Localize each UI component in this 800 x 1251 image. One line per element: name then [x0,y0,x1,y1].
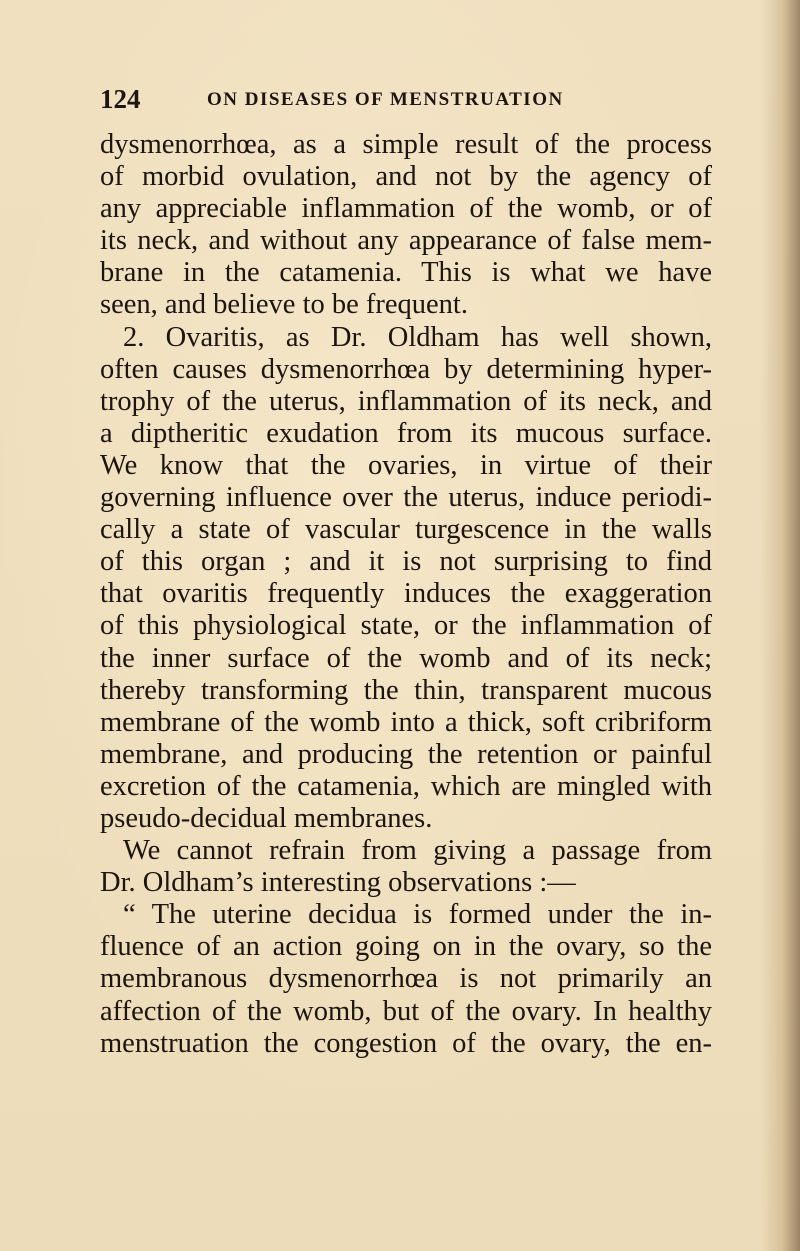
text-line: 2. Ovaritis, as Dr. Oldham has well shown, [123,321,712,353]
text-line: that ovaritis frequently induces the exaggeration [100,578,712,610]
text-line: pseudo-decidual membranes. [100,802,433,834]
text-line: any appreciable inflammation of the womb, or of [100,193,712,225]
text-line: the inner surface of the womb and of its neck; [100,642,712,674]
text-line: membrane, and producing the retention or painful [100,738,712,770]
text-line: excretion of the catamenia, which are mingled with [100,770,712,802]
text-line: of this organ ; and it is not surprising to find [100,546,712,578]
text-line: thereby transforming the thin, transparent mucous [100,674,712,706]
text-line: We cannot refrain from giving a passage from [123,835,712,867]
text-line: menstruation the congestion of the ovary, the en- [100,1027,712,1059]
body-text [100,129,712,1060]
text-line: of this physiological state, or the inflammation of [100,610,712,642]
text-line: its neck, and without any appearance of false mem- [100,225,712,257]
text-line: fluence of an action going on in the ovary, so the [100,931,712,963]
text-line: trophy of the uterus, inflammation of its neck, and [100,385,712,417]
text-line: seen, and believe to be frequent. [100,289,468,321]
text-line: of morbid ovulation, and not by the agency of [100,161,712,193]
text-line: membranous dysmenorrhœa is not primarily an [100,963,712,995]
text-line: We know that the ovaries, in virtue of their [100,449,712,481]
text-line: Dr. Oldham’s interesting observations :— [100,867,576,899]
text-line: often causes dysmenorrhœa by determining hyper- [100,353,712,385]
page-number: 124 [100,84,141,114]
page-edge-shadow [760,0,800,1251]
text-line: dysmenorrhœa, as a simple result of the process [100,129,712,160]
text-line: brane in the catamenia. This is what we have [100,257,712,289]
text-line: cally a state of vascular turgescence in the walls [100,514,712,546]
text-line: governing influence over the uterus, induce periodi- [100,482,712,514]
running-head: ON DISEASES OF MENSTRUATION [207,89,564,110]
text-line: “ The uterine decidua is formed under the in- [123,899,712,931]
text-line: affection of the womb, but of the ovary. In healthy [100,995,712,1027]
text-line: membrane of the womb into a thick, soft cribriform [100,706,712,738]
text-line: a diptheritic exudation from its mucous surface. [100,417,712,449]
page-header [100,84,660,114]
